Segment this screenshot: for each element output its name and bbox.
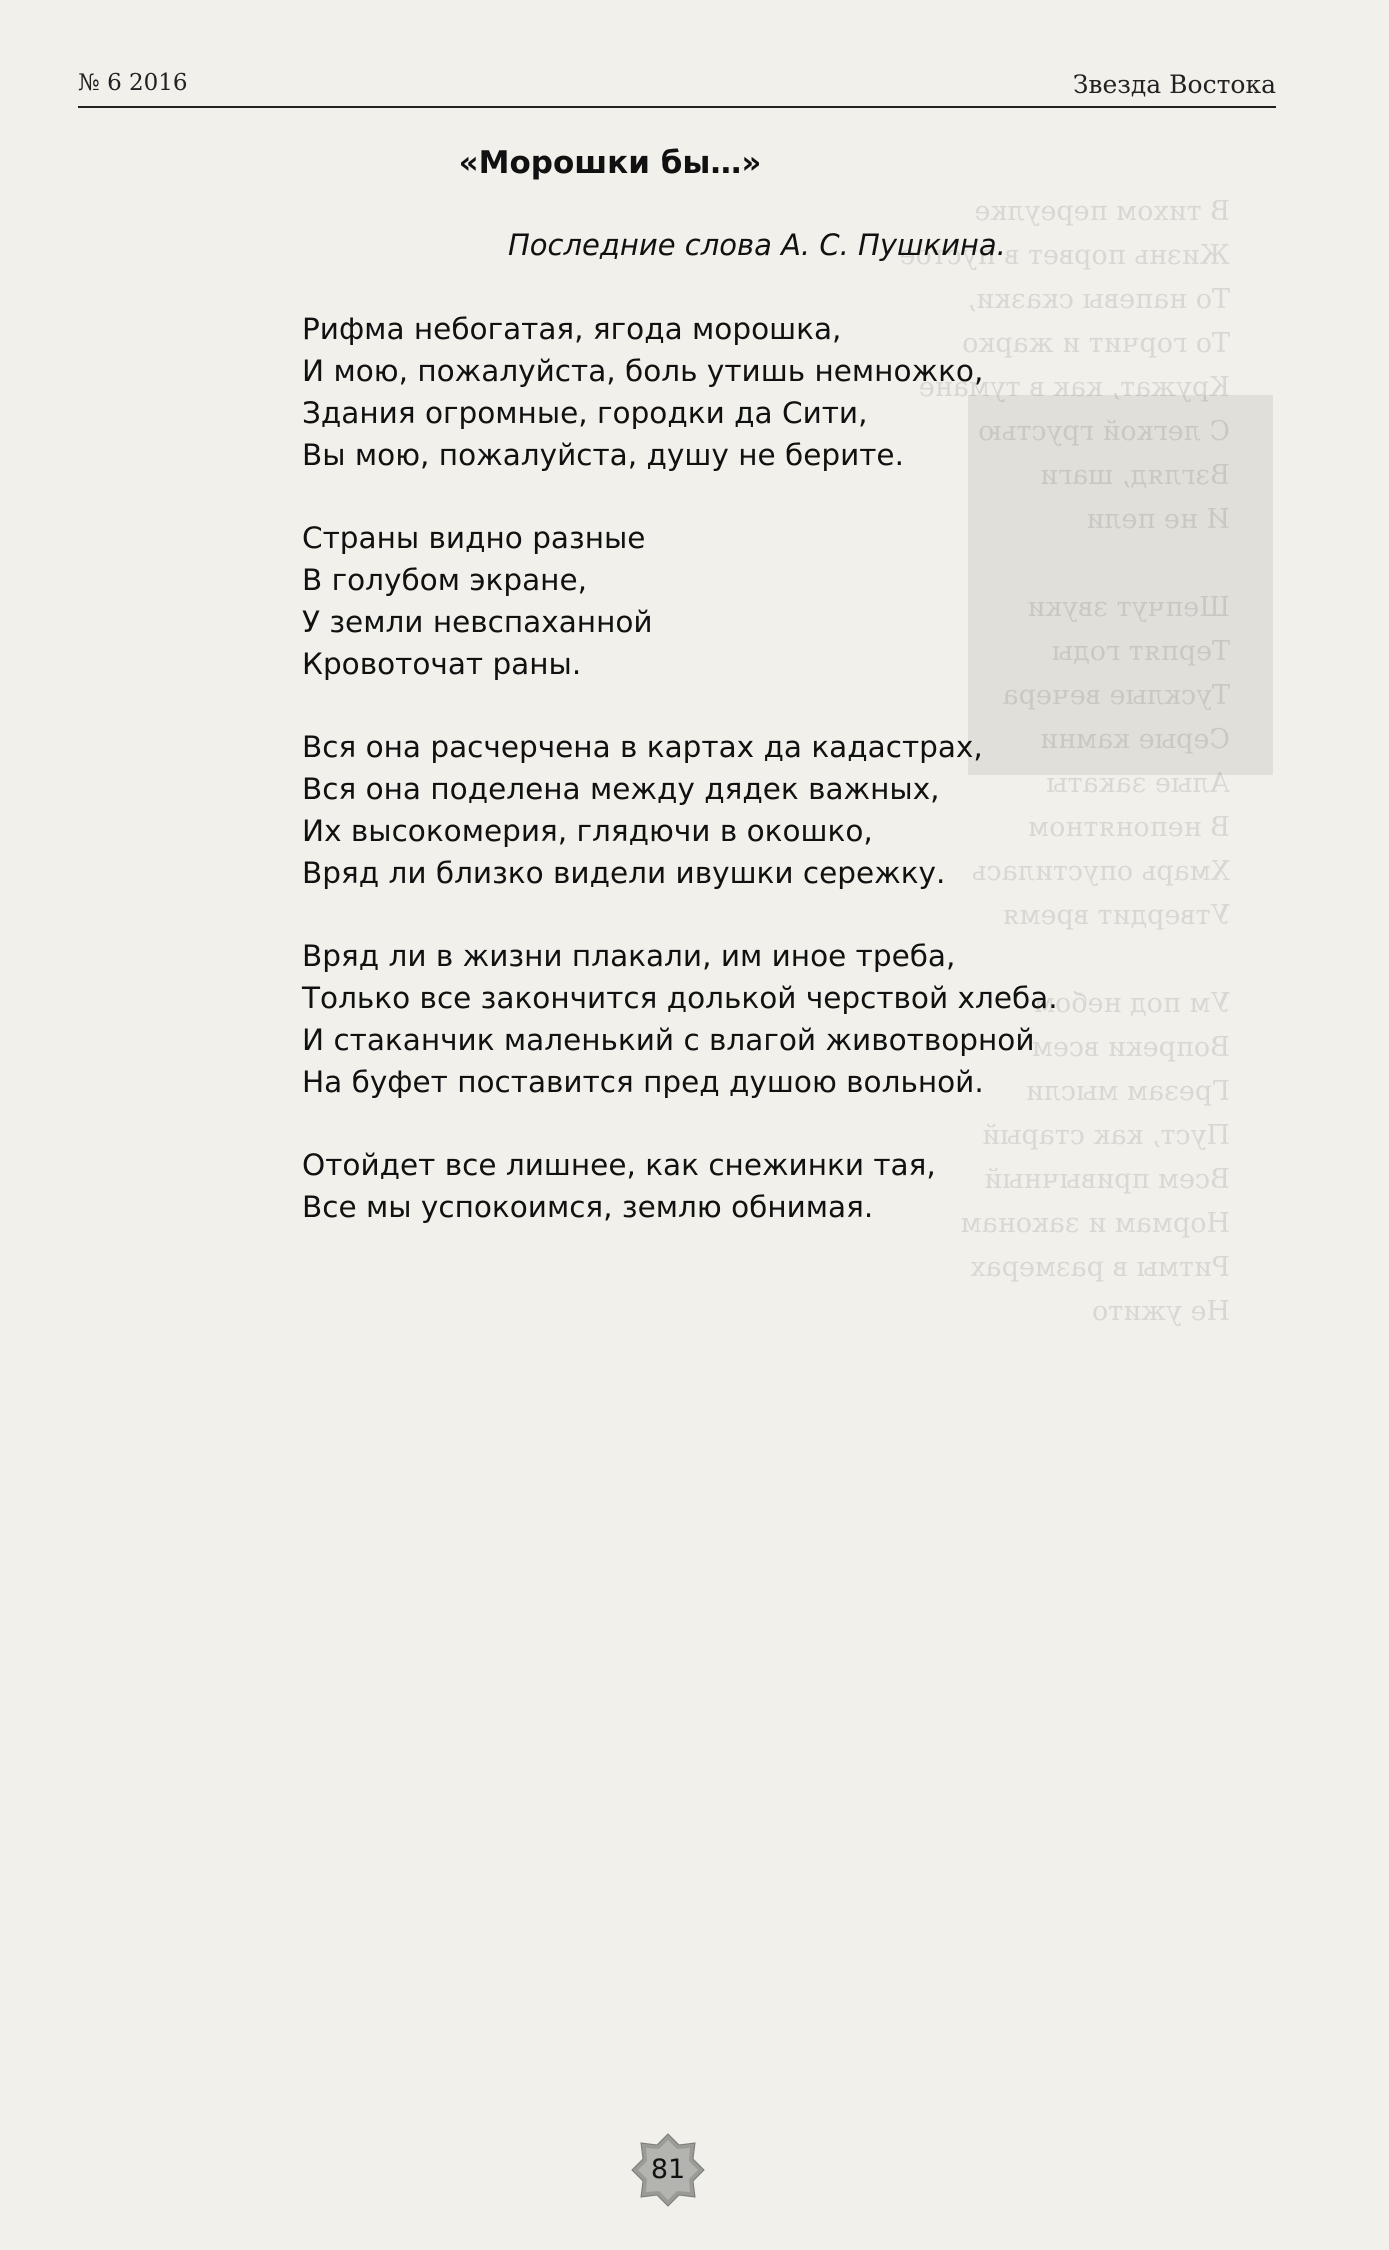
poem-line: В голубом экране, — [302, 563, 587, 597]
poem-body — [302, 308, 1202, 1269]
journal-title: Звезда Востока — [1072, 70, 1276, 99]
page-number-badge — [630, 2132, 706, 2208]
poem-line: Здания огромные, городки да Сити, — [302, 396, 868, 430]
poem-line: На буфет поставится пред душою вольной. — [302, 1065, 984, 1099]
stanza-2 — [302, 517, 1202, 685]
stanza-1 — [302, 308, 1202, 476]
poem-line: Кровоточат раны. — [302, 647, 582, 681]
issue-number: № 6 2016 — [78, 70, 188, 96]
page-number: 81 — [650, 2154, 686, 2185]
stanza-3 — [302, 726, 1202, 894]
poem-epigraph: Последние слова А. С. Пушкина. — [508, 228, 1006, 262]
poem-line: Вряд ли близко видели ивушки сережку. — [302, 856, 946, 890]
running-header — [78, 64, 1276, 108]
poem-line: Рифма небогатая, ягода морошка, — [302, 312, 842, 346]
poem-line: Вся она поделена между дядек важных, — [302, 772, 940, 806]
poem-line: И стаканчик маленький с влагой животворной — [302, 1023, 1035, 1057]
poem-line: Вы мою, пожалуйста, душу не берите. — [302, 438, 904, 472]
poem-title: «Морошки бы…» — [458, 145, 762, 181]
poem-line: Отойдет все лишнее, как снежинки тая, — [302, 1148, 936, 1182]
poem-line: Страны видно разные — [302, 521, 646, 555]
poem-line: Только все закончится долькой черствой хлеба. — [302, 981, 1058, 1015]
poem-line: Все мы успокоимся, землю обнимая. — [302, 1190, 874, 1224]
poem-line: Вряд ли в жизни плакали, им иное треба, — [302, 939, 956, 973]
poem-line: И мою, пожалуйста, боль утишь немножко, — [302, 354, 984, 388]
stanza-4 — [302, 935, 1202, 1103]
poem-line: Вся она расчерчена в картах да кадастрах, — [302, 730, 983, 764]
stanza-5 — [302, 1144, 1202, 1228]
show-through-texture: В тихом переулке Жизнь порвет в пустое То напевы сказки, То горчит и жарко Кружат, как в тумане С легкой грустью Взгляд, шаги И не пели Шепчут звуки Терпят годы Тусклые вечера Серые камни Алые закаты В непонятном Хмарь опустилась Утвердит время Ум под небом Вопреки всем Грезам мысли Пуст, как старый Всем привычный Нормам и законам Ритмы в размерах Не ужито — [899, 196, 1230, 1327]
poem-line: Их высокомерия, глядючи в окошко, — [302, 814, 873, 848]
poem-line: У земли невспаханной — [302, 605, 653, 639]
